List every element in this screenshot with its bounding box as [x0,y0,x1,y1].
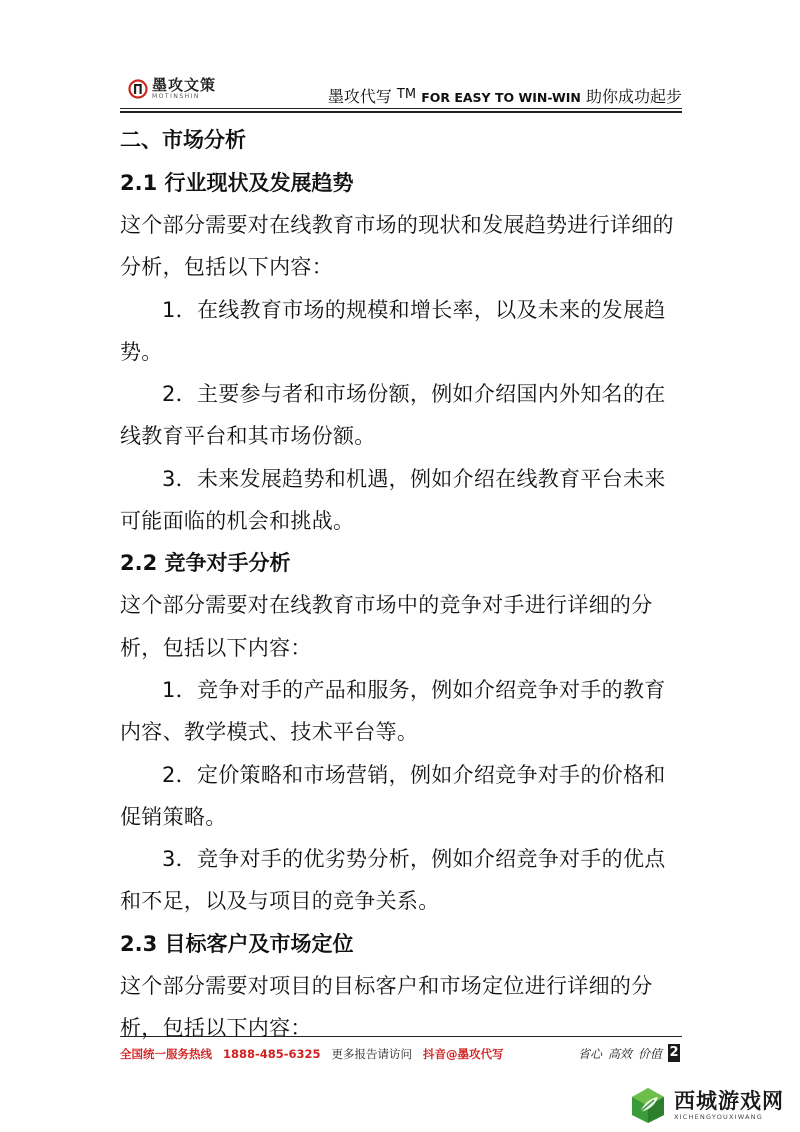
header-slogan-en: FOR EASY TO WIN-WIN [421,90,581,105]
site-watermark [624,1082,796,1128]
page-number: 2 [669,1045,679,1060]
more-reports-text: 更多报告请访问 [331,1047,413,1061]
leaf-cube-icon [628,1085,668,1125]
watermark-name: 西城游戏网 [674,1088,784,1113]
tagline-item: 省心 [577,1046,602,1061]
section-heading: 二、市场分析 [120,128,246,152]
paragraph: 这个部分需要对在线教育市场的现状和发展趋势进行详细的分析，包括以下内容： [120,213,674,280]
header-brand: 墨攻代写 [327,87,392,106]
paragraph: 这个部分需要对在线教育市场中的竞争对手进行详细的分析，包括以下内容： [120,593,653,660]
document-body [120,118,685,1049]
watermark-pinyin: XICHENGYOUXIWANG [674,1112,763,1121]
footer-divider [120,1036,682,1037]
list-item: 2．主要参与者和市场份额，例如介绍国内外知名的在线教育平台和其市场份额。 [120,382,666,449]
footer-contact [120,1046,503,1062]
list-item: 1．竞争对手的产品和服务，例如介绍竞争对手的教育内容、教学模式、技术平台等。 [120,677,666,745]
subsection-heading: 2.3 目标客户及市场定位 [120,931,354,956]
list-item: 1．在线教育市场的规模和增长率，以及未来的发展趋势。 [120,297,666,364]
tagline-item: 价值 [637,1046,662,1061]
douyin-account: 抖音@墨攻代写 [422,1047,504,1061]
header-slogan [328,84,682,107]
list-item: 3．竞争对手的优劣势分析，例如介绍竞争对手的优点和不足，以及与项目的竞争关系。 [120,847,666,914]
hotline-label: 全国统一服务热线 [120,1047,212,1061]
list-item: 2．定价策略和市场营销，例如介绍竞争对手的价格和促销策略。 [120,762,666,829]
logo-subtitle: MOTINSHIN [152,92,200,100]
hotline-number: 1888-485-6325 [222,1047,321,1061]
subsection-heading: 2.1 行业现状及发展趋势 [120,171,354,195]
footer-tagline [578,1044,680,1062]
logo-name: 墨攻文策 [152,75,217,94]
header-slogan-cn: 助你成功起步 [585,87,682,106]
paragraph: 这个部分需要对项目的目标客户和市场定位进行详细的分析，包括以下内容： [120,973,653,1041]
tagline-item: 高效 [607,1046,632,1061]
header-divider [120,108,682,109]
trademark-mark: TM [396,87,417,102]
brand-logo [128,74,216,104]
list-item: 3．未来发展趋势和机遇，例如介绍在线教育平台未来可能面临的机会和挑战。 [120,466,666,534]
brand-logo-icon [128,78,148,100]
subsection-heading: 2.2 竞争对手分析 [120,551,291,576]
header-divider-thick [120,111,682,113]
